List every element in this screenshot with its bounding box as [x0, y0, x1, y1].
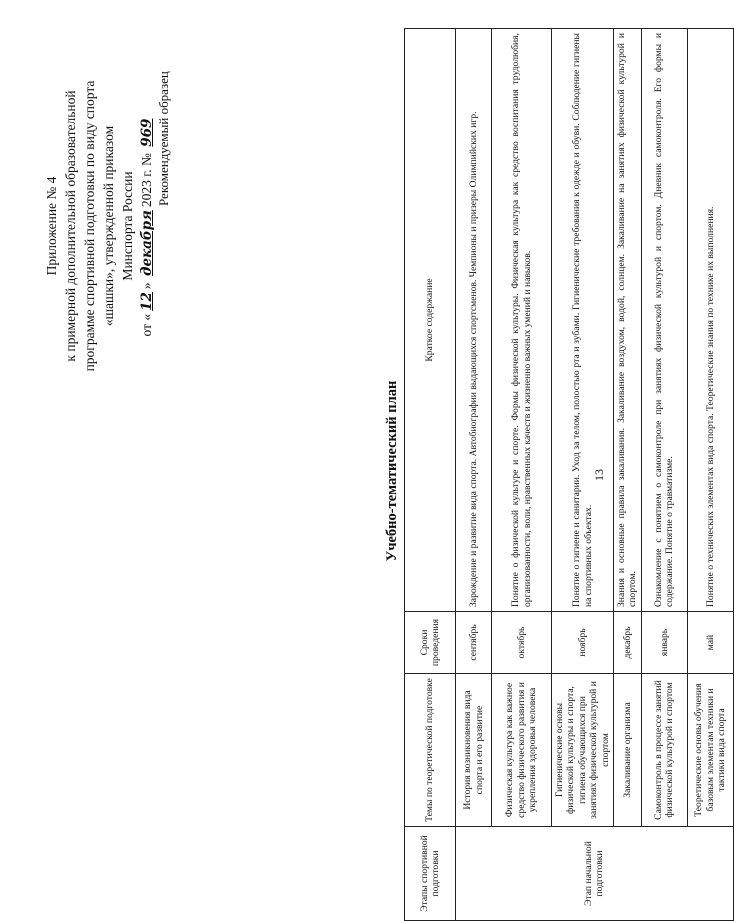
topic-cell: Самоконтроль в процессе занятий физической культурой и спортом — [641, 674, 687, 827]
content-cell: Понятие о гигиене и санитарии. Уход за телом, полостью рта и зубами. Гигиенические требования к одежде и обуви. Соблюдение гигиены на спортивных объектах. — [552, 29, 614, 612]
table-row — [552, 29, 614, 921]
term-cell: декабрь — [614, 612, 642, 674]
table-row — [492, 29, 552, 921]
topic-cell: Физическая культура как важное средство физического развития и укрепления здоровья человека — [492, 674, 552, 827]
appendix-header — [42, 11, 157, 441]
content-cell: Знания и основные правила закаливания. Закаливание воздухом, водой, солнцем. Закаливание на занятиях физической культурой и спортом. — [614, 29, 642, 612]
order-day-handwritten: 12 — [139, 292, 155, 311]
term-cell: май — [687, 612, 733, 674]
header-topic: Темы по теоретической подготовке — [405, 674, 456, 827]
plan-table — [404, 28, 734, 921]
content-cell: Ознакомление с понятием о самоконтроле при занятиях физической культурой и спортом. Дневник самоконтроля. Его формы и содержание. Понятие о травматизме. — [641, 29, 687, 612]
order-month-handwritten: декабря — [139, 210, 155, 276]
content-cell: Понятие о технических элементах вида спорта. Теоретические знания по технике их выполнения. — [687, 29, 733, 612]
topic-cell: История возникновения вида спорта и его развитие — [456, 674, 492, 827]
order-mid: » — [139, 282, 154, 290]
appendix-line-3: «шашки», утвержденной приказом — [101, 125, 116, 327]
topic-cell: Теоретические основы обучения базовым элементам техники и тактики вида спорта — [687, 674, 733, 827]
header-stage: Этапы спортивной подготовки — [405, 827, 456, 921]
appendix-line-1: к примерной дополнительной образовательной — [63, 90, 78, 362]
table-row — [456, 29, 492, 921]
table-row — [614, 29, 642, 921]
appendix-title: Приложение № 4 — [44, 176, 59, 276]
order-number-handwritten: 969 — [139, 118, 155, 147]
appendix-line-4: Минспорта России — [120, 171, 135, 281]
table-title: Учебно-тематический план — [384, 380, 400, 562]
table-header-row — [405, 29, 456, 921]
topic-cell: Закаливание организма — [614, 674, 642, 827]
header-content: Краткое содержание — [405, 29, 456, 612]
sample-label: Рекомендуемый образец — [156, 71, 171, 206]
stage-cell: Этап начальной подготовки — [456, 827, 734, 921]
table-row — [641, 29, 687, 921]
appendix-line-2: программе спортивной подготовки по виду спорта — [82, 80, 97, 372]
term-cell: ноябрь — [552, 612, 614, 674]
content-cell: Зарождение и развитие вида спорта. Автобиографии выдающихся спортсменов. Чемпионы и призеры Олимпийских игр. — [456, 29, 492, 612]
header-term: Сроки проведения — [405, 612, 456, 674]
plan-table-wrapper — [404, 28, 734, 921]
topic-cell: Гигиенические основы физической культуры и спорта, гигиена обучающихся при занятиях физической культурой и спортом — [552, 674, 614, 827]
order-prefix: от « — [139, 313, 154, 337]
term-cell: январь — [641, 612, 687, 674]
table-row — [687, 29, 733, 921]
term-cell: октябрь — [492, 612, 552, 674]
term-cell: сентябрь — [456, 612, 492, 674]
order-date-line — [137, 11, 157, 441]
content-cell: Понятие о физической культуре и спорте. Формы физической культуры. Физическая культура как средство воспитания трудолюбия, организованности, воли, нравственных качеств и жизненно важных умений и навыков. — [492, 29, 552, 612]
order-year: 2023 г. № — [139, 153, 154, 208]
page-number: 13 — [592, 469, 606, 481]
